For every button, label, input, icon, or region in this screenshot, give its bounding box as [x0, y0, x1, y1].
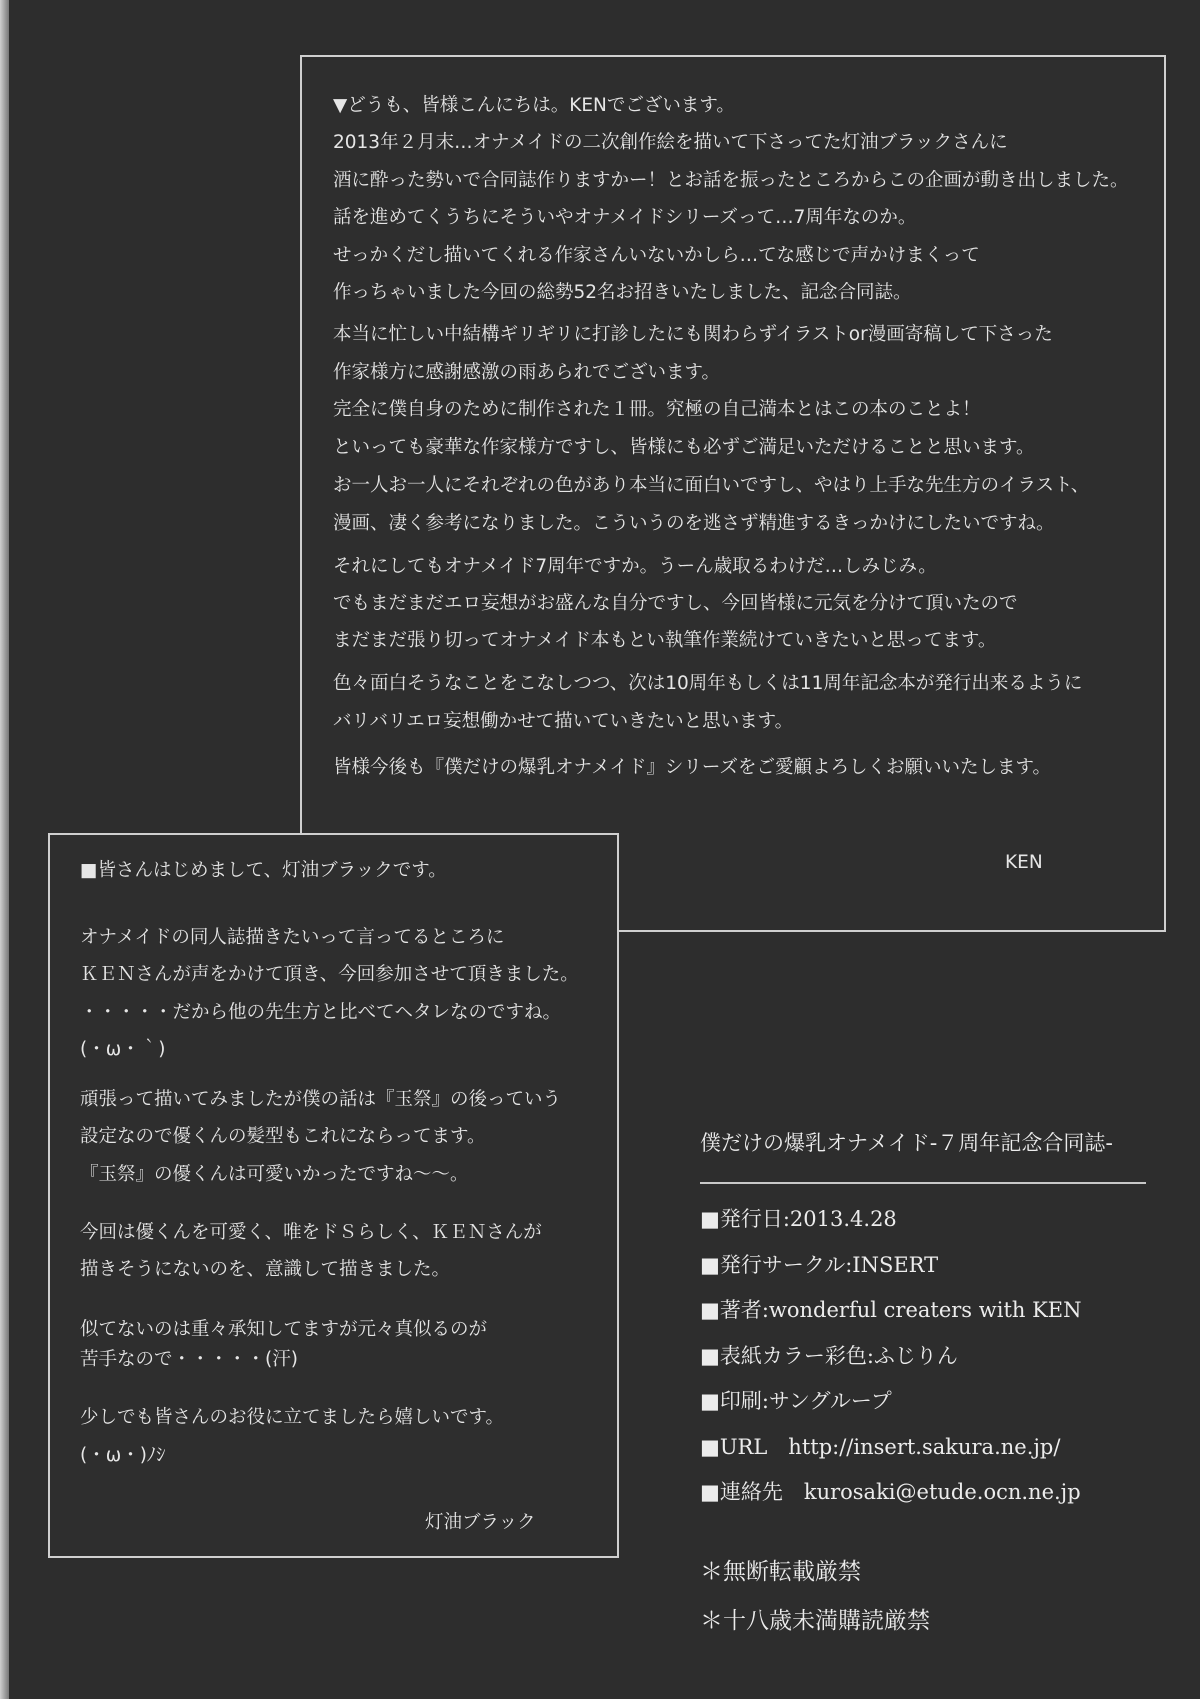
- paragraph-line: オナメイドの同人誌描きたいって言ってるところに: [80, 927, 505, 948]
- toyu-signature: 灯油ブラック: [425, 1512, 536, 1533]
- paragraph-line: 少しでも皆さんのお役に立てましたら嬉しいです。: [80, 1407, 505, 1428]
- paragraph-line: ・・・・・だから他の先生方と比べてヘタレなのですね。: [80, 1002, 562, 1023]
- paragraph-line: 苦手なので・・・・・(汗): [80, 1349, 298, 1370]
- paragraph-line: (・ω・｀): [80, 1039, 166, 1060]
- paragraph-line: バリバリエロ妄想働かせて描いていきたいと思います。: [333, 711, 794, 732]
- notice-line: ＊十八歳未満購読厳禁: [700, 1608, 930, 1634]
- paragraph-line: 話を進めてくうちにそういやオナメイドシリーズって…7周年なのか。: [333, 207, 917, 228]
- colophon-item: ■URL http://insert.sakura.ne.jp/: [700, 1434, 1061, 1459]
- colophon-item: ■発行日:2013.4.28: [700, 1207, 897, 1231]
- paragraph-line: 作っちゃいました今回の総勢52名お招きいたしました、記念合同誌。: [333, 282, 912, 303]
- paragraph-line: ▼どうも、皆様こんにちは。KENでございます。: [333, 95, 735, 116]
- paragraph-line: 今回は優くんを可愛く、唯をドＳらしく、ＫＥＮさんが: [80, 1222, 542, 1243]
- colophon-item: ■印刷:サングループ: [700, 1389, 892, 1413]
- paragraph-line: 本当に忙しい中結構ギリギリに打診したにも関わらずイラストor漫画寄稿して下さった: [333, 324, 1053, 345]
- paragraph-line: 『玉祭』の優くんは可愛いかったですね～～。: [80, 1164, 469, 1185]
- binding-edge: [0, 0, 9, 1699]
- paragraph-line: 色々面白そうなことをこなしつつ、次は10周年もしくは11周年記念本が発行出来るように: [333, 673, 1083, 694]
- colophon-item: ■発行サークル:INSERT: [700, 1252, 939, 1277]
- notice-line: ＊無断転載厳禁: [700, 1559, 861, 1585]
- paragraph-line: 描きそうにないのを、意識して描きました。: [80, 1259, 451, 1280]
- paragraph-line: 皆様今後も『僕だけの爆乳オナメイド』シリーズをご愛顧よろしくお願いいたします。: [333, 757, 1051, 778]
- paragraph-line: それにしてもオナメイド7周年ですか。うーん歳取るわけだ…しみじみ。: [333, 556, 937, 577]
- paragraph-line: (・ω・)ﾉｼ: [80, 1445, 166, 1466]
- paragraph-line: お一人お一人にそれぞれの色があり本当に面白いですし、やはり上手な先生方のイラスト、: [333, 475, 1090, 496]
- paragraph-line: 漫画、凄く参考になりました。こういうのを逃さず精進するきっかけにしたいですね。: [333, 513, 1055, 534]
- paragraph-line: 酒に酔った勢いで合同誌作りますかー！とお話を振ったところからこの企画が動き出しました。: [333, 170, 1129, 191]
- paragraph-line: 2013年２月末…オナメイドの二次創作絵を描いて下さってた灯油ブラックさんに: [333, 132, 1008, 153]
- divider: [700, 1182, 1146, 1184]
- colophon-item: ■連絡先 kurosaki@etude.ocn.ne.jp: [700, 1480, 1081, 1504]
- paragraph-line: 似てないのは重々承知してますが元々真似るのが: [80, 1319, 488, 1340]
- paragraph-line: ＫＥＮさんが声をかけて頂き、今回参加させて頂きました。: [80, 964, 579, 985]
- paragraph-line: 完全に僕自身のために制作された１冊。究極の自己満本とはこの本のことよ！: [333, 399, 981, 420]
- paragraph-line: でもまだまだエロ妄想がお盛んな自分ですし、今回皆様に元気を分けて頂いたので: [333, 593, 1018, 614]
- paragraph-line: まだまだ張り切ってオナメイド本もとい執筆作業続けていきたいと思ってます。: [333, 630, 997, 651]
- colophon-item: ■著者:wonderful creaters with KEN: [700, 1298, 1082, 1322]
- colophon-item: ■表紙カラー彩色:ふじりん: [700, 1343, 958, 1368]
- paragraph-line: ■皆さんはじめまして、灯油ブラックです。: [80, 860, 447, 881]
- paragraph-line: 作家様方に感謝感激の雨あられでございます。: [333, 362, 721, 383]
- paragraph-line: 頑張って描いてみましたが僕の話は『玉祭』の後っていう: [80, 1089, 562, 1110]
- ken-signature: KEN: [1005, 852, 1043, 873]
- paragraph-line: 設定なので優くんの髪型もこれにならってます。: [80, 1126, 486, 1147]
- book-title: 僕だけの爆乳オナメイド-７周年記念合同誌-: [700, 1131, 1113, 1155]
- paragraph-line: といっても豪華な作家様方ですし、皆様にも必ずご満足いただけることと思います。: [333, 437, 1035, 458]
- paragraph-line: せっかくだし描いてくれる作家さんいないかしら…てな感じで声かけまくって: [333, 245, 980, 266]
